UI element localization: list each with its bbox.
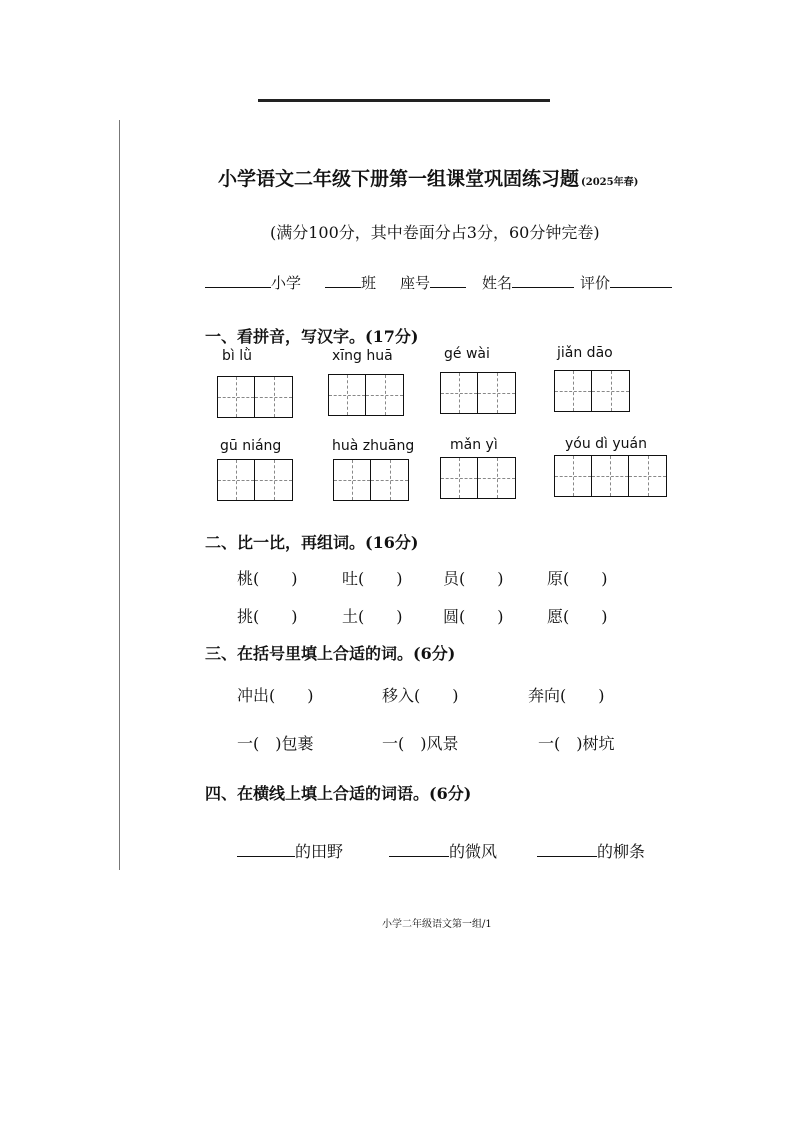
class-label: 班 (361, 274, 377, 292)
writing-grid-4[interactable] (554, 370, 630, 412)
phrase-item-2[interactable]: 的微风 (389, 839, 497, 862)
fill-item-2[interactable]: 移入( ) (382, 686, 459, 705)
compare-item-3[interactable]: 员( ) (443, 569, 504, 588)
compare-item-7[interactable]: 圆( ) (443, 607, 504, 626)
pinyin-1: bì lǜ (222, 348, 252, 364)
phrase-item-3[interactable]: 的柳条 (537, 839, 645, 862)
page-title (218, 164, 638, 191)
pinyin-4: jiǎn dāo (557, 345, 613, 361)
name-label: 姓名 (482, 274, 513, 292)
fill-item-4[interactable]: 一( )包裹 (237, 734, 314, 753)
name-field[interactable] (482, 272, 574, 293)
pinyin-8: yóu dì yuán (565, 436, 648, 452)
pinyin-3: gé wài (444, 346, 490, 362)
school-field[interactable] (205, 272, 301, 293)
section2-title: 二、比一比，再组词。(16分) (205, 533, 419, 552)
pinyin-5: gū niáng (220, 438, 282, 454)
compare-item-5[interactable]: 挑( ) (237, 607, 298, 626)
compare-item-8[interactable]: 愿( ) (547, 607, 608, 626)
writing-grid-6[interactable] (333, 459, 409, 501)
writing-grid-5[interactable] (217, 459, 293, 501)
rating-label: 评价 (580, 274, 611, 292)
edition-label: (2025年春) (581, 177, 639, 188)
seat-field[interactable] (400, 272, 466, 293)
section1-title: 一、看拼音，写汉字。(17分) (205, 327, 419, 346)
writing-grid-1[interactable] (217, 376, 293, 418)
section3-title: 三、在括号里填上合适的词。(6分) (205, 644, 456, 663)
phrase-item-1[interactable]: 的田野 (237, 839, 343, 862)
writing-grid-2[interactable] (328, 374, 404, 416)
class-field[interactable] (325, 272, 376, 293)
compare-item-4[interactable]: 原( ) (547, 569, 608, 588)
fill-item-3[interactable]: 奔向( ) (528, 686, 605, 705)
binding-margin-line (119, 120, 120, 870)
page-footer: 小学二年级语文第一组/1 (382, 919, 492, 930)
school-label: 小学 (271, 274, 302, 292)
fill-item-6[interactable]: 一( )树坑 (538, 734, 615, 753)
writing-grid-8[interactable] (554, 455, 667, 497)
fill-item-1[interactable]: 冲出( ) (237, 686, 314, 705)
rating-field[interactable] (580, 272, 672, 293)
writing-grid-7[interactable] (440, 457, 516, 499)
pinyin-6: huà zhuāng (332, 438, 415, 454)
compare-item-1[interactable]: 桃( ) (237, 569, 298, 588)
writing-grid-3[interactable] (440, 372, 516, 414)
exam-instructions: (满分100分，其中卷面分占3分，60分钟完卷) (270, 223, 600, 242)
top-rule (258, 99, 550, 102)
pinyin-7: mǎn yì (450, 437, 498, 453)
title-text: 小学语文二年级下册第一组课堂巩固练习题 (218, 168, 580, 190)
compare-item-2[interactable]: 吐( ) (342, 569, 403, 588)
compare-item-6[interactable]: 土( ) (342, 607, 403, 626)
seat-label: 座号 (400, 274, 431, 292)
section4-title: 四、在横线上填上合适的词语。(6分) (205, 784, 472, 803)
fill-item-5[interactable]: 一( )风景 (382, 734, 459, 753)
pinyin-2: xīng huā (332, 348, 393, 364)
